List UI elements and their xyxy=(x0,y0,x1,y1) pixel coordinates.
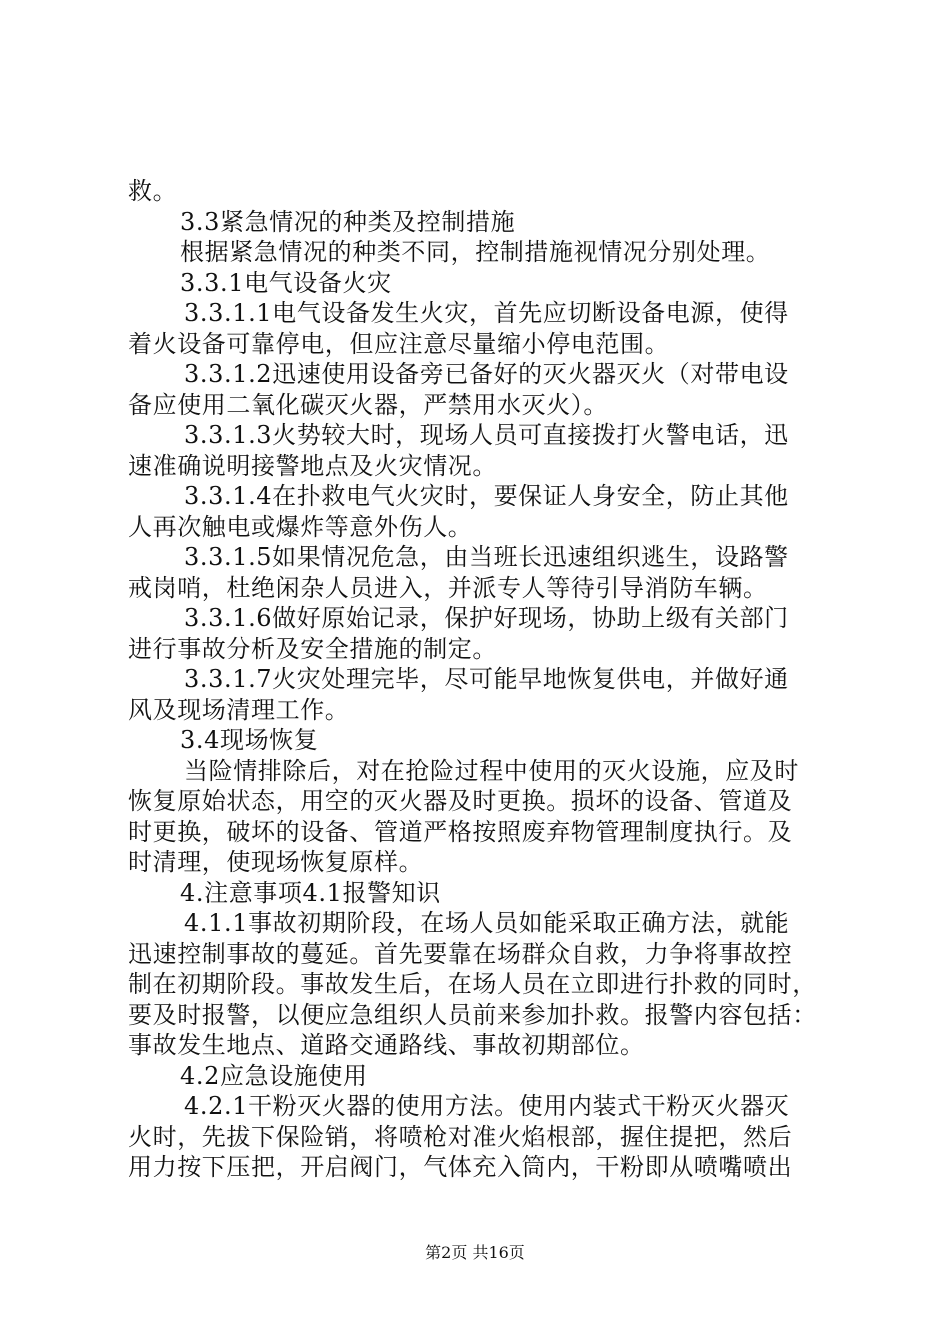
text-line: 当险情排除后，对在抢险过程中使用的灭火设施，应及时 xyxy=(184,756,799,785)
text-line: 速准确说明接警地点及火灾情况。 xyxy=(128,451,497,480)
page-footer: 第2页 共16页 xyxy=(425,1243,525,1262)
text-line: 风及现场清理工作。 xyxy=(128,695,350,724)
text-line: 3.3.1.1电气设备发生火灾，首先应切断设备电源，使得 xyxy=(184,299,789,327)
text-line: 用力按下压把，开启阀门，气体充入筒内，干粉即从喷嘴喷出 xyxy=(128,1153,793,1181)
text-line: 恢复原始状态，用空的灭火器及时更换。损坏的设备、管道及 xyxy=(128,787,793,815)
text-line: 3.3.1电气设备火灾 xyxy=(180,268,392,297)
text-line: 根据紧急情况的种类不同，控制措施视情况分别处理。 xyxy=(180,238,771,266)
text-line: 3.3.1.2迅速使用设备旁已备好的灭火器灭火（对带电设 xyxy=(184,360,789,388)
text-line: 要及时报警，以便应急组织人员前来参加扑救。报警内容包括： xyxy=(128,1000,817,1029)
text-line: 火时，先拔下保险销，将喷枪对准火焰根部，握住提把，然后 xyxy=(128,1122,793,1151)
text-line: 时更换，破坏的设备、管道严格按照废弃物管理制度执行。及 xyxy=(128,817,793,846)
text-line: 3.4现场恢复 xyxy=(180,726,319,754)
document-body xyxy=(128,176,832,1183)
text-line: 事故发生地点、道路交通路线、事故初期部位。 xyxy=(128,1031,645,1059)
text-line: 制在初期阶段。事故发生后，在场人员在立即进行扑救的同时， xyxy=(128,970,817,998)
text-line: 4.注意事项4.1报警知识 xyxy=(180,878,441,907)
text-line: 备应使用二氧化碳灭火器，严禁用水灭火）。 xyxy=(128,390,608,419)
text-line: 着火设备可靠停电，但应注意尽量缩小停电范围。 xyxy=(128,329,670,358)
text-line: 3.3.1.6做好原始记录，保护好现场，协助上级有关部门 xyxy=(184,604,789,632)
text-line: 戒岗哨，杜绝闲杂人员进入，并派专人等待引导消防车辆。 xyxy=(128,573,768,602)
text-line: 3.3.1.4在扑救电气火灾时，要保证人身安全，防止其他 xyxy=(184,482,789,510)
text-line: 3.3.1.5如果情况危急，由当班长迅速组织逃生，设路警 xyxy=(184,543,789,571)
text-line: 3.3.1.3火势较大时，现场人员可直接拨打火警电话，迅 xyxy=(184,421,789,449)
text-line: 4.2.1干粉灭火器的使用方法。使用内装式干粉灭火器灭 xyxy=(184,1092,790,1120)
text-line: 进行事故分析及安全措施的制定。 xyxy=(128,634,497,663)
text-line: 3.3.1.7火灾处理完毕，尽可能早地恢复供电，并做好通 xyxy=(184,665,789,693)
text-line: 时清理，使现场恢复原样。 xyxy=(128,848,424,876)
text-line: 4.1.1事故初期阶段，在场人员如能采取正确方法，就能 xyxy=(184,909,790,937)
text-line: 人再次触电或爆炸等意外伤人。 xyxy=(128,512,473,541)
text-line: 迅速控制事故的蔓延。首先要靠在场群众自救，力争将事故控 xyxy=(128,939,793,968)
text-line: 3.3紧急情况的种类及控制措施 xyxy=(180,207,516,236)
text-line: 救。 xyxy=(128,177,178,205)
text-line: 4.2应急设施使用 xyxy=(180,1061,368,1090)
